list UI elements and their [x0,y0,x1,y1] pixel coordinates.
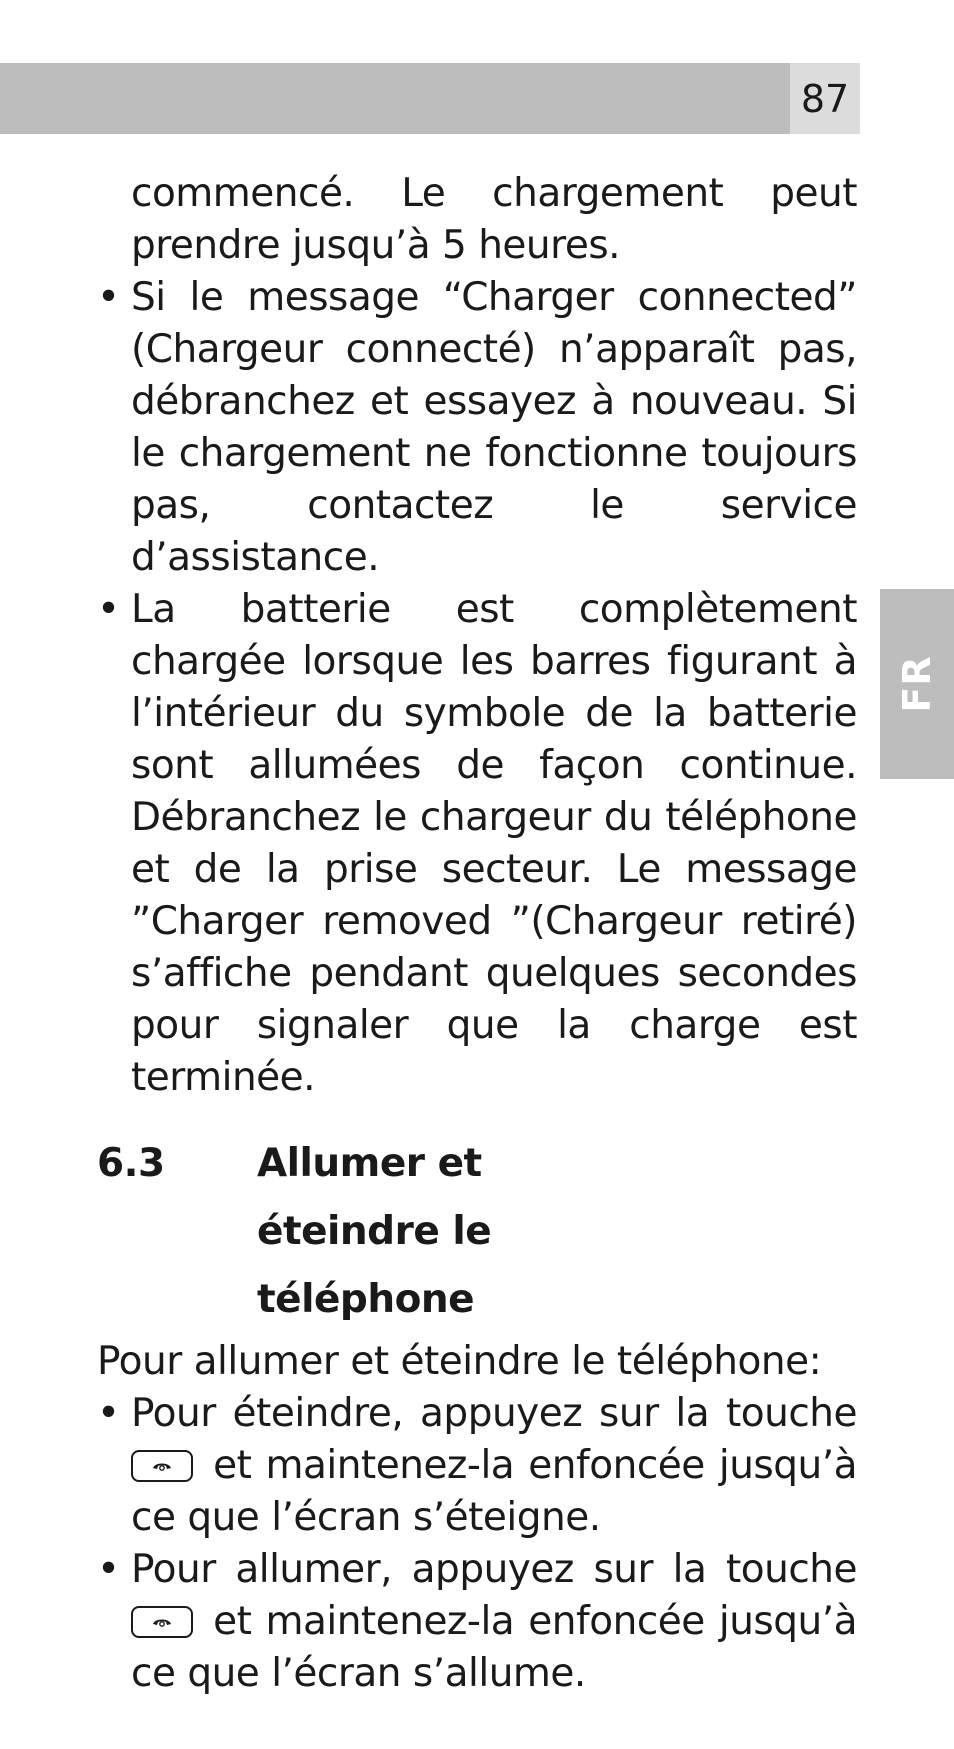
continuation-paragraph: commencé. Le chargement peut prendre jusqu’à 5 heures. [131,171,857,268]
list-item-text: Si le message “Charger connected” (Chargeur connecté) n’apparaît pas, débranchez et essayez à nouveau. Si le chargement ne fonctionne toujours pas, contactez le service d’assistance. [131,275,857,580]
bullet-icon: • [97,1391,120,1436]
list-item-text-after-icon: et maintenez-la enfoncée jusqu’à ce que l’écran s’éteigne. [131,1443,857,1540]
list-item [97,584,857,1104]
bullet-icon: • [97,275,120,320]
list-item-text: La batterie est complètement chargée lorsque les barres figurant à l’intérieur du symbole de la batterie sont allumées de façon continue. Débranchez le chargeur du téléphone et de la prise secteur. Le message ”Charger removed ”(Chargeur retiré) s’affiche pendant quelques secondes pour signaler que la charge est terminée. [131,587,857,1100]
language-tab [880,589,954,779]
page-content [97,168,857,1700]
header-bar [0,63,790,134]
section-number: 6.3 [97,1141,165,1186]
bullet-icon: • [97,587,120,632]
list-item-text-after-icon: et maintenez-la enfoncée jusqu’à ce que l’écran s’allume. [131,1599,857,1696]
page-number [790,63,860,134]
section-intro: Pour allumer et éteindre le téléphone: [97,1339,822,1384]
list-item [97,1388,857,1544]
list-item-text-before-icon: Pour éteindre, appuyez sur la touche [131,1391,857,1436]
list-item [97,272,857,584]
bullet-icon: • [97,1547,120,1592]
list-item-text-before-icon: Pour allumer, appuyez sur la touche [131,1547,857,1592]
page-number-text: 87 [800,76,850,121]
list-item [97,1544,857,1700]
section-title: Allumer et éteindre le téléphone [257,1141,492,1322]
end-call-key-icon [131,1450,193,1482]
language-tab-label: FR [895,655,939,713]
end-call-key-icon [131,1606,193,1638]
section-heading [97,1130,857,1334]
